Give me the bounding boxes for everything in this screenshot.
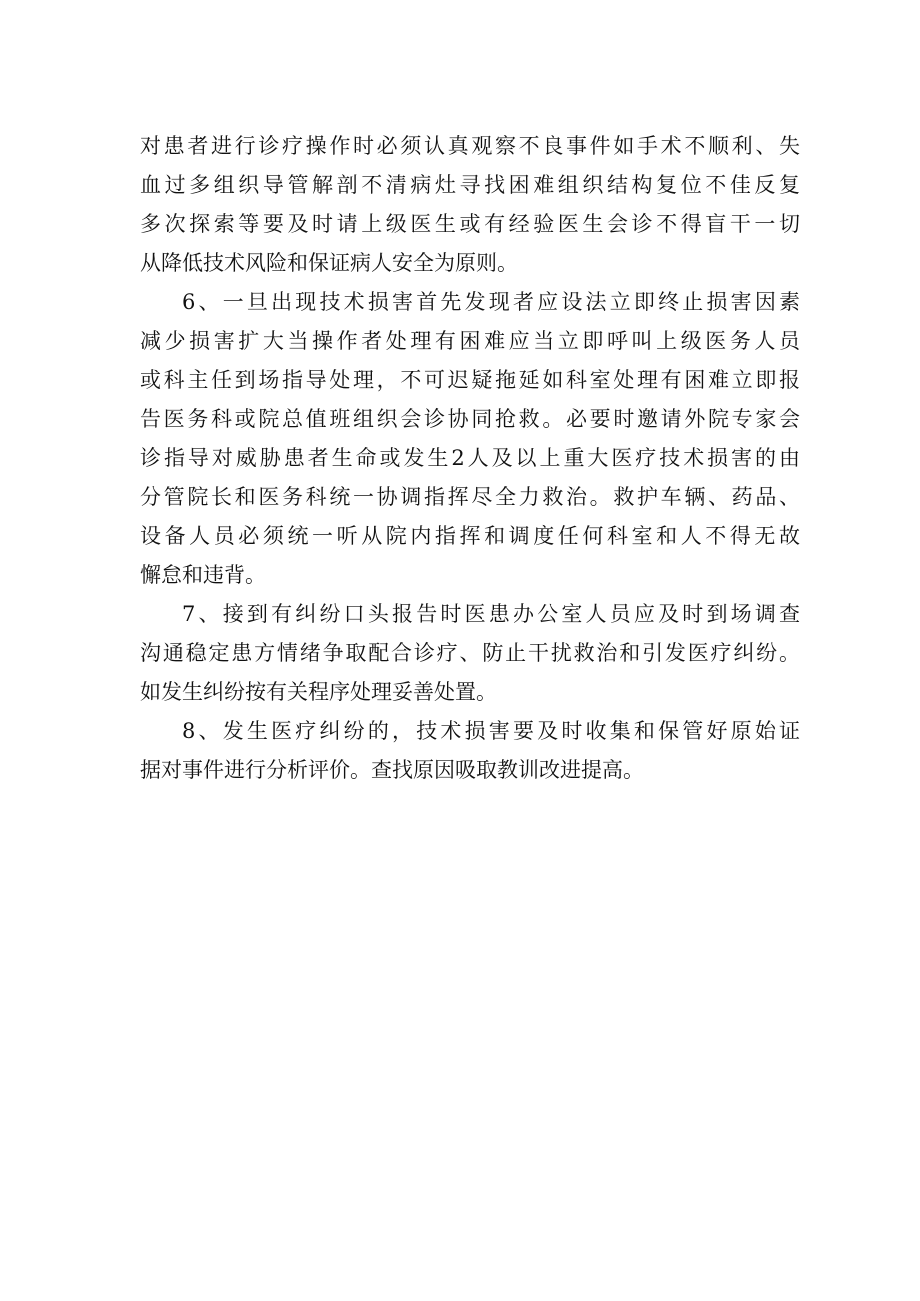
text-line: 告医务科或院总值班组织会诊协同抢救。必要时邀请外院专家会: [140, 407, 800, 431]
paragraph-item-7: [140, 595, 800, 712]
text-line: 设备人员必须统一听从院内指挥和调度任何科室和人不得无故: [140, 524, 800, 548]
text-line: 从降低技术风险和保证病人安全为原则。: [140, 251, 518, 275]
text-line: 据对事件进行分析评价。查找原因吸取教训改进提高。: [140, 758, 644, 782]
document-body: [140, 127, 800, 790]
text-line: 7、接到有纠纷口头报告时医患办公室人员应及时到场调查: [182, 602, 800, 626]
text-line: 懈怠和违背。: [140, 563, 266, 587]
text-line: 如发生纠纷按有关程序处理妥善处置。: [140, 680, 497, 704]
text-line: 或科主任到场指导处理，不可迟疑拖延如科室处理有困难立即报: [140, 368, 800, 392]
paragraph-item-8: [140, 712, 800, 790]
text-line: 减少损害扩大当操作者处理有困难应当立即呼叫上级医务人员: [140, 329, 800, 353]
text-line: 对患者进行诊疗操作时必须认真观察不良事件如手术不顺利、失: [140, 134, 800, 158]
text-line: 诊指导对威胁患者生命或发生2人及以上重大医疗技术损害的由: [140, 446, 800, 470]
text-line: 6、一旦出现技术损害首先发现者应设法立即终止损害因素: [182, 290, 800, 314]
text-line: 8、发生医疗纠纷的，技术损害要及时收集和保管好原始证: [182, 719, 800, 743]
text-line: 沟通稳定患方情绪争取配合诊疗、防止干扰救治和引发医疗纠纷。: [140, 641, 800, 665]
text-line: 多次探索等要及时请上级医生或有经验医生会诊不得盲干一切: [140, 212, 800, 236]
paragraph-item-6: [140, 283, 800, 595]
paragraph-continuation: [140, 127, 800, 283]
text-line: 血过多组织导管解剖不清病灶寻找困难组织结构复位不佳反复: [140, 173, 800, 197]
text-line: 分管院长和医务科统一协调指挥尽全力救治。救护车辆、药品、: [140, 485, 800, 509]
